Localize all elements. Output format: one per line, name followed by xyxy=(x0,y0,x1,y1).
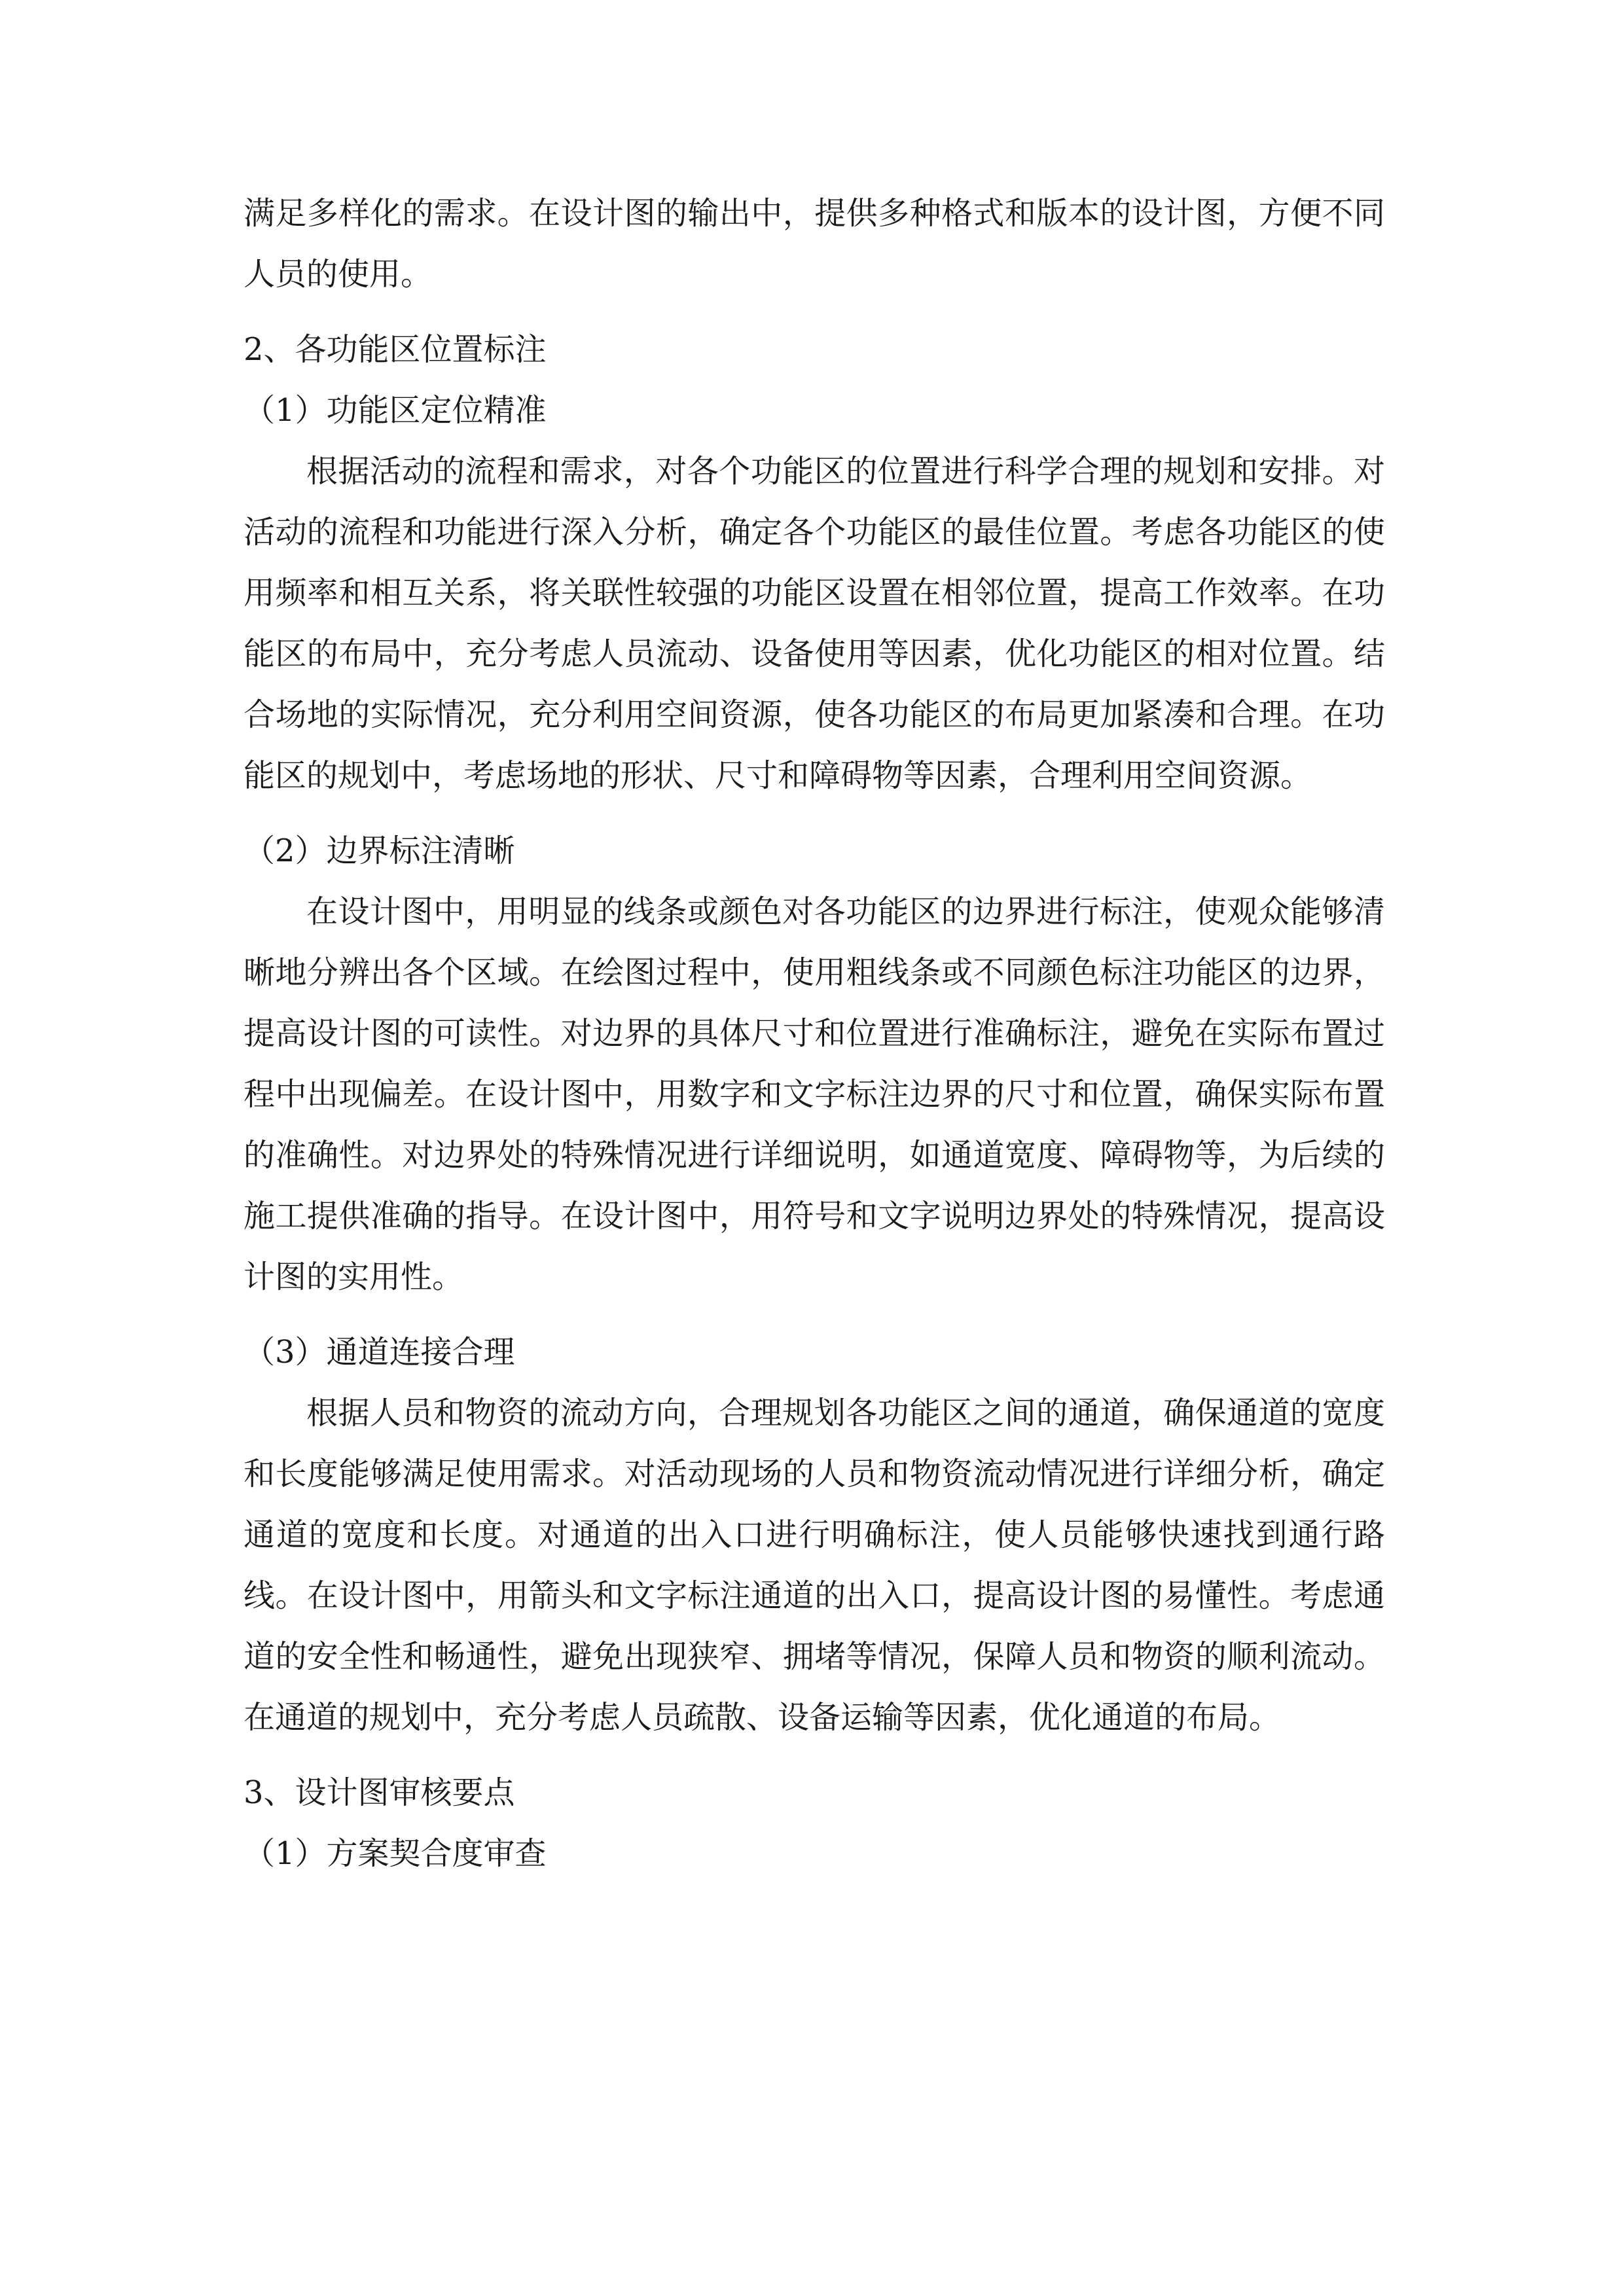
paragraph-2-2: 在设计图中，用明显的线条或颜色对各功能区的边界进行标注，使观众能够清晰地分辨出各个区域。在绘图过程中，使用粗线条或不同颜色标注功能区的边界，提高设计图的可读性。对边界的具体尺寸和位置进行准确标注，避免在实际布置过程中出现偏差。在设计图中，用数字和文字标注边界的尺寸和位置，确保实际布置的准确性。对边界处的特殊情况进行详细说明，如通道宽度、障碍物等，为后续的施工提供准确的指导。在设计图中，用符号和文字说明边界处的特殊情况，提高设计图的实用性。 xyxy=(244,893,1385,1295)
paragraph-2-3: 根据人员和物资的流动方向，合理规划各功能区之间的通道，确保通道的宽度和长度能够满足使用需求。对活动现场的人员和物资流动情况进行详细分析，确定通道的宽度和长度。对通道的出入口进行明确标注，使人员能够快速找到通行路线。在设计图中，用箭头和文字标注通道的出入口，提高设计图的易懂性。考虑通道的安全性和畅通性，避免出现狭窄、拥堵等情况，保障人员和物资的顺利流动。在通道的规划中，充分考虑人员疏散、设备运输等因素，优化通道的布局。 xyxy=(244,1395,1385,1736)
spacer xyxy=(244,1748,1385,1763)
subheading-3-1: （1）方案契合度审查 xyxy=(244,1835,547,1872)
section-heading-2: 2、各功能区位置标注 xyxy=(244,331,547,368)
section-heading-3: 3、设计图审核要点 xyxy=(244,1774,515,1811)
spacer xyxy=(244,806,1385,821)
spacer xyxy=(244,1308,1385,1322)
spacer xyxy=(244,305,1385,319)
subheading-2-3: （3）通道连接合理 xyxy=(244,1334,515,1371)
document-body xyxy=(244,183,1385,1884)
paragraph-continued: 满足多样化的需求。在设计图的输出中，提供多种格式和版本的设计图，方便不同人员的使用。 xyxy=(244,195,1385,293)
subheading-2-1: （1）功能区定位精准 xyxy=(244,392,547,429)
subheading-2-2: （2）边界标注清晰 xyxy=(244,833,515,869)
paragraph-2-1: 根据活动的流程和需求，对各个功能区的位置进行科学合理的规划和安排。对活动的流程和功能进行深入分析，确定各个功能区的最佳位置。考虑各功能区的使用频率和相互关系，将关联性较强的功能区设置在相邻位置，提高工作效率。在功能区的布局中，充分考虑人员流动、设备使用等因素，优化功能区的相对位置。结合场地的实际情况，充分利用空间资源，使各功能区的布局更加紧凑和合理。在功能区的规划中，考虑场地的形状、尺寸和障碍物等因素，合理利用空间资源。 xyxy=(244,453,1385,794)
